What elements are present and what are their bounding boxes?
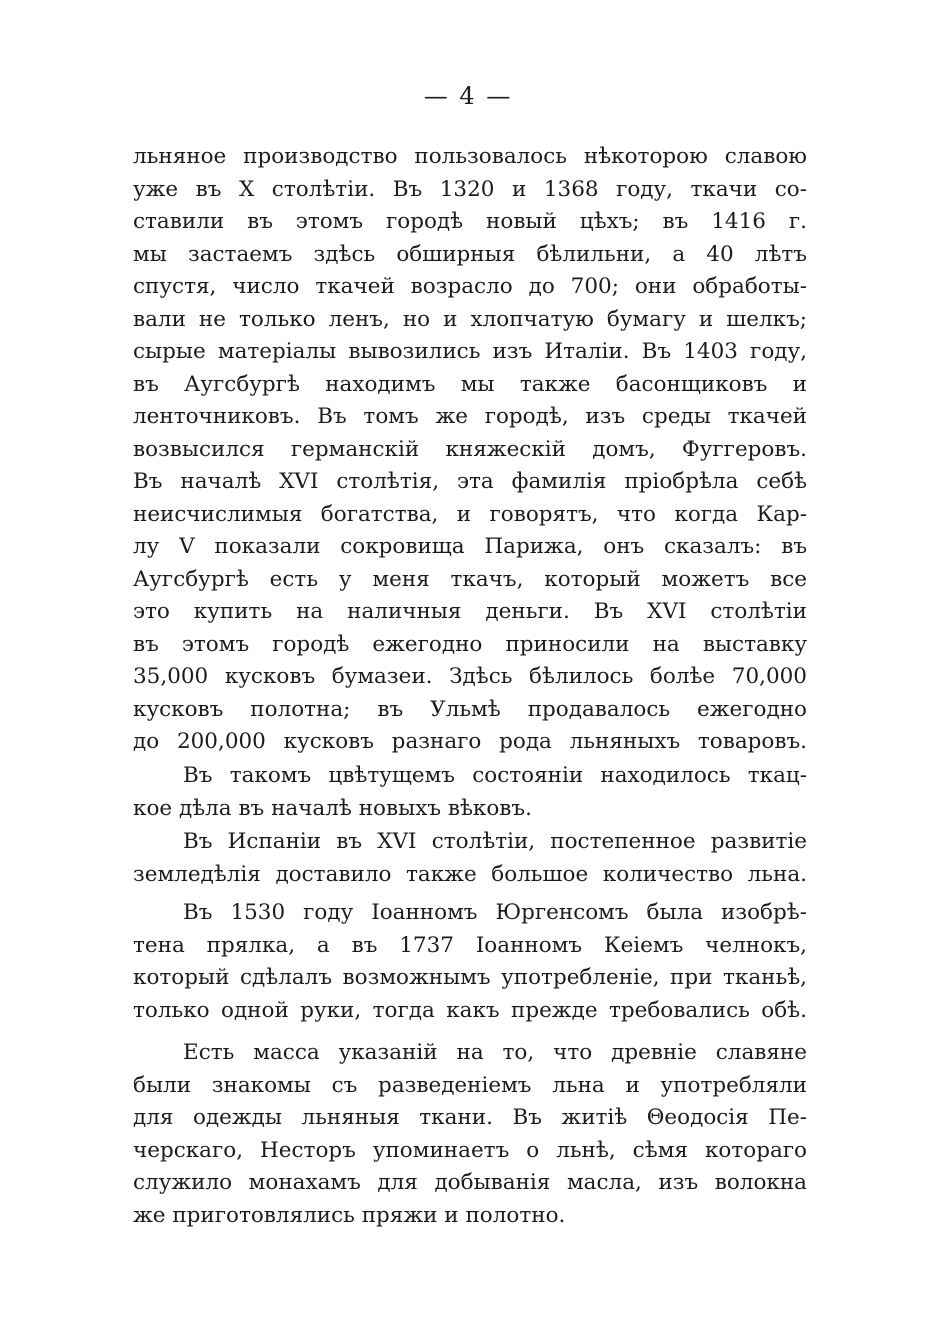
paragraph-1 (133, 141, 807, 759)
text-line: же приготовлялись пряжи и полотно. (133, 1202, 566, 1228)
text-line: уже въ X столѣтіи. Въ 1320 и 1368 году, ткачи со- (133, 176, 807, 202)
text-line: Въ началѣ XVI столѣтія, эта фамилія пріобрѣла себѣ (133, 469, 807, 494)
text-line: лу V показали сокровища Парижа, онъ сказалъ: въ (133, 534, 807, 559)
text-line: возвысился германскій княжескій домъ, Фуггеровъ. (133, 436, 807, 462)
text-line: только одной руки, тогда какъ прежде требовались обѣ. (133, 997, 807, 1023)
text-line: 35,000 кусковъ бумазеи. Здѣсь бѣлилось болѣе 70,000 (133, 664, 807, 689)
text-line: до 200,000 кусковъ разнаго рода льняныхъ товаровъ. (133, 729, 807, 754)
text-line: въ Аугсбургѣ находимъ мы также басонщиковъ и (133, 371, 807, 397)
text-line: Въ 1530 году Іоанномъ Юргенсомъ была изобрѣ- (183, 900, 807, 925)
text-line: это купить на наличныя деньги. Въ XVI столѣтіи (133, 599, 807, 624)
text-line: ленточниковъ. Въ томъ же городѣ, изъ среды ткачей (133, 404, 807, 429)
text-line: Есть масса указаній на то, что древніе славяне (183, 1040, 807, 1065)
text-line: Аугсбургѣ есть у меня ткачъ, который можетъ все (133, 566, 807, 592)
text-line: Въ такомъ цвѣтущемъ состояніи находилось ткац- (183, 763, 807, 788)
text-line: въ этомъ городѣ ежегодно приносили на выставку (133, 631, 807, 657)
paragraph-3 (133, 826, 807, 891)
text-line: тена прялка, а въ 1737 Іоанномъ Кеіемъ челнокъ, (133, 932, 807, 958)
text-line: служило монахамъ для добыванія масла, изъ волокна (133, 1170, 807, 1195)
text-line: спустя, число ткачей возрасло до 700; они обработы- (133, 274, 807, 299)
text-line: который сдѣлалъ возможнымъ употребленіе, при тканьѣ, (133, 965, 807, 990)
text-line: черскаго, Несторъ упоминаетъ о льнѣ, сѣмя котораго (133, 1137, 807, 1163)
text-line: льняное производство пользовалось нѣкоторою славою (133, 144, 807, 169)
text-line: были знакомы съ разведеніемъ льна и употребляли (133, 1072, 807, 1098)
text-line: мы застаемъ здѣсь обширныя бѣлильни, а 40 лѣтъ (133, 241, 807, 267)
paragraph-2 (133, 760, 807, 825)
text-line: вали не только ленъ, но и хлопчатую бумагу и шелкъ; (133, 306, 807, 332)
text-line: кусковъ полотна; въ Ульмѣ продавалось ежегодно (133, 696, 807, 722)
text-line: Въ Испаніи въ XVI столѣтіи, постепенное развитіе (183, 829, 807, 854)
paragraph-5 (133, 1037, 807, 1232)
text-line: неисчислимыя богатства, и говорятъ, что когда Кар- (133, 501, 807, 527)
text-line: земледѣлія доставило также большое количество льна. (133, 861, 807, 887)
text-line: ставили въ этомъ городѣ новый цѣхъ; въ 1416 г. (133, 209, 807, 234)
text-line: кое дѣла въ началѣ новыхъ вѣковъ. (133, 795, 532, 821)
text-line: сырые матеріалы вывозились изъ Италіи. Въ 1403 году, (133, 339, 807, 364)
paragraph-4 (133, 897, 807, 1027)
page-number: — 4 — (423, 82, 513, 110)
text-line: для одежды льняныя ткани. Въ житіѣ Θеодосія Пе- (133, 1105, 807, 1130)
